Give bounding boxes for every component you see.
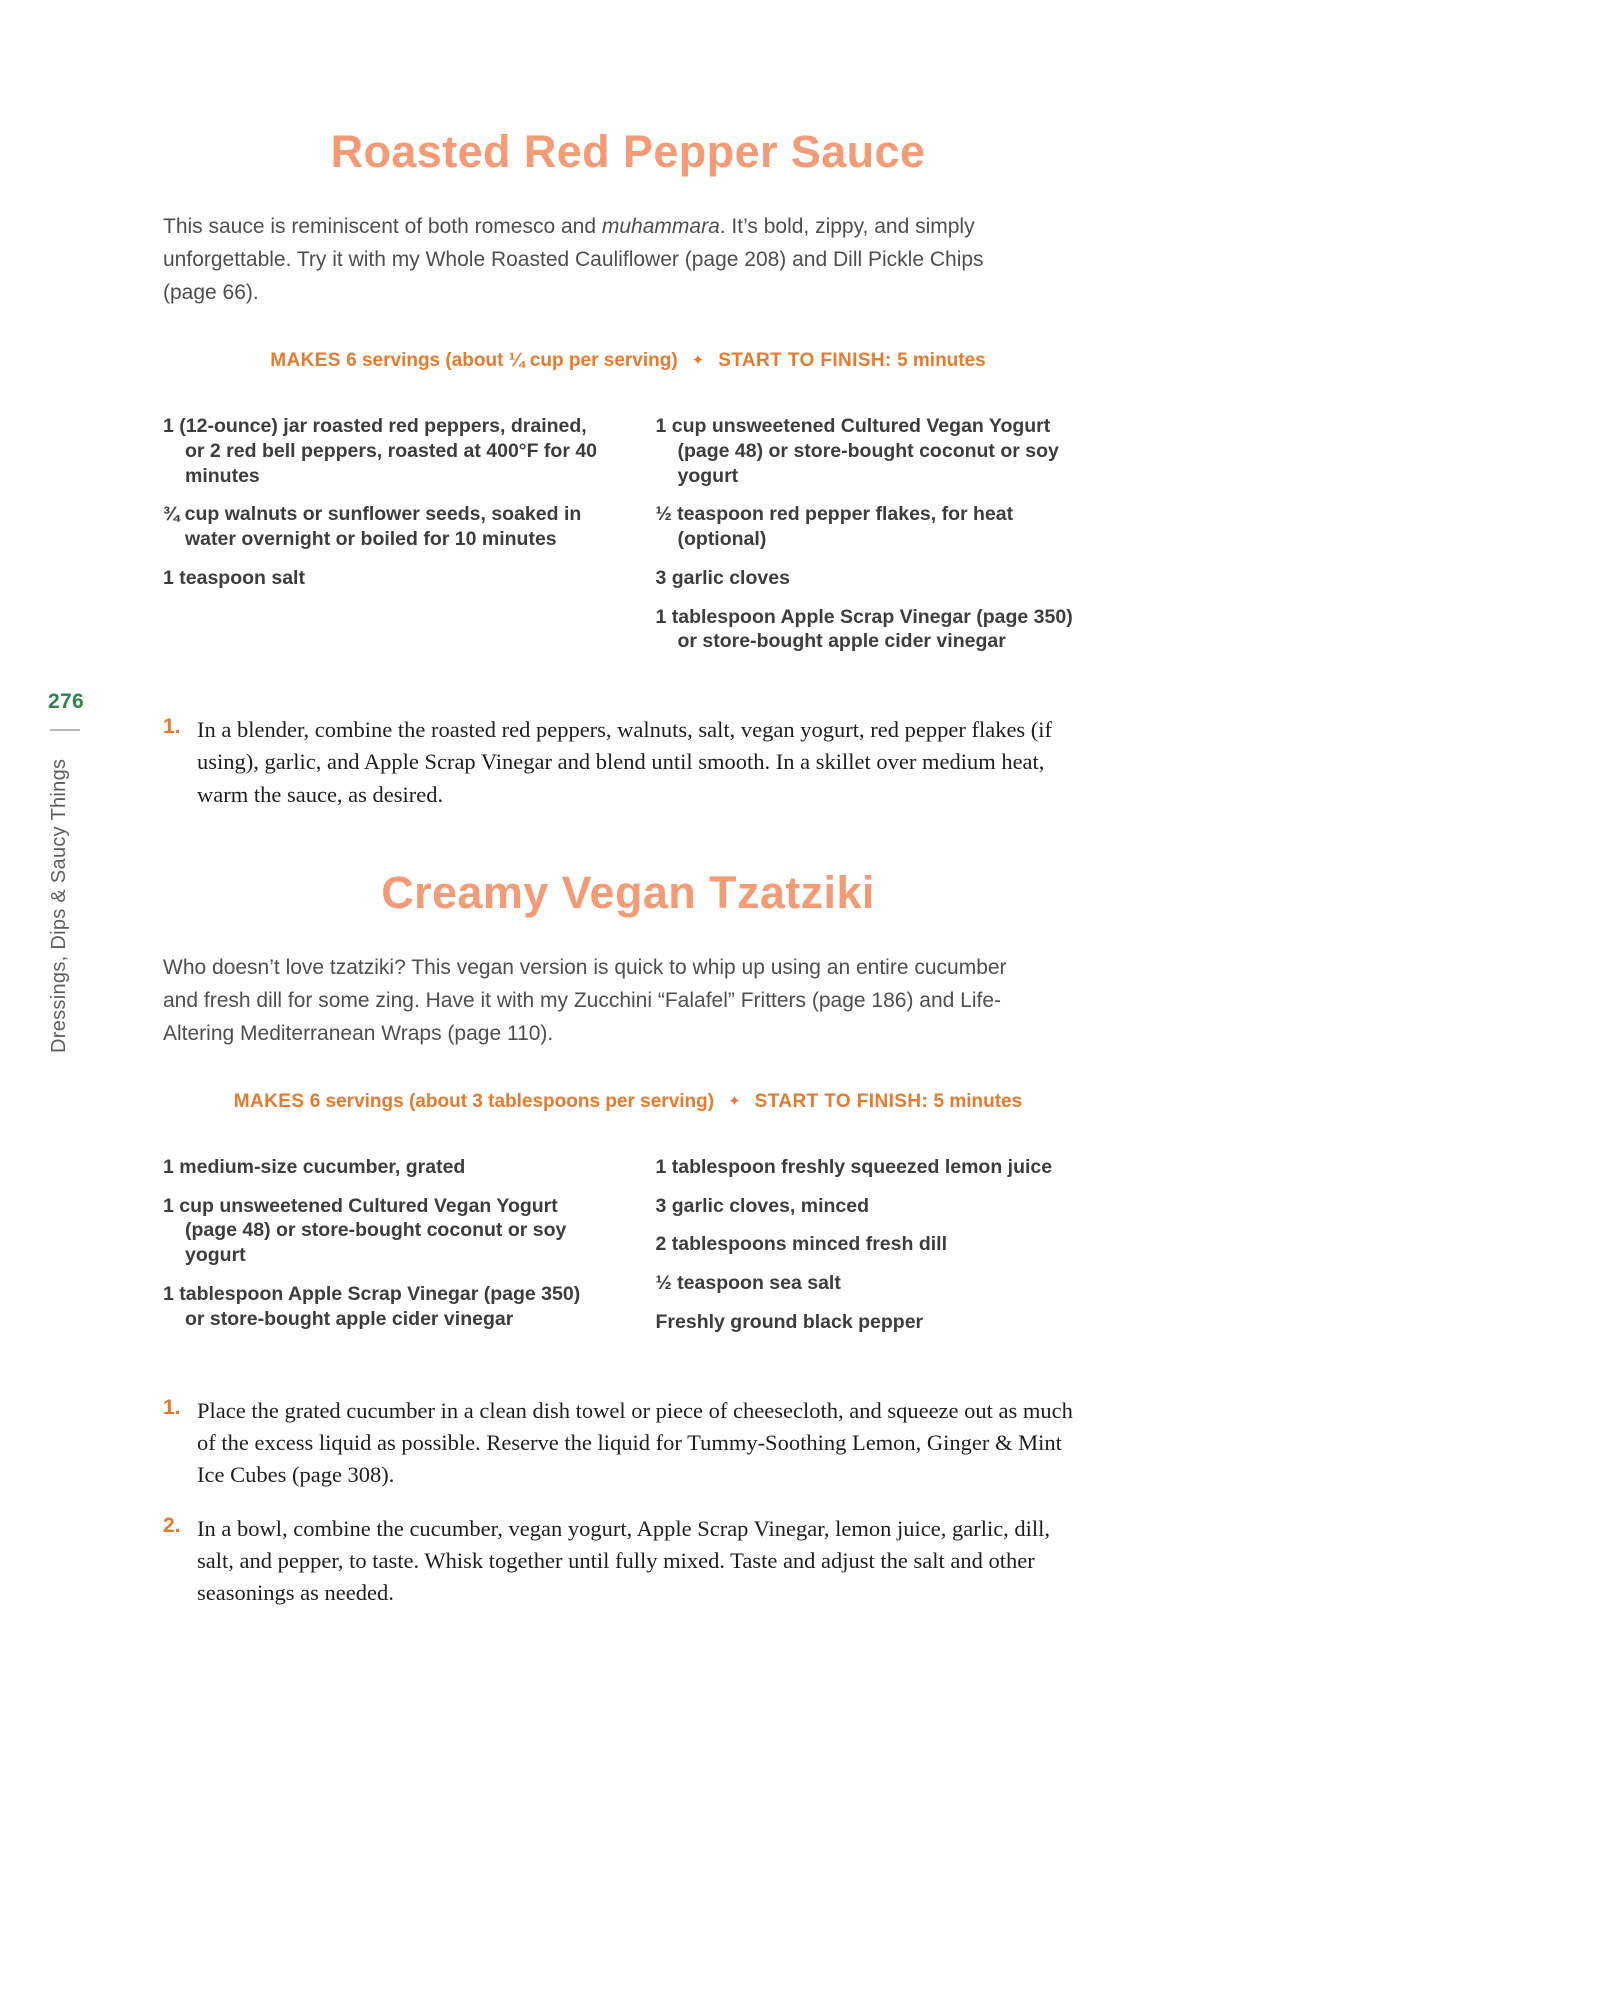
ingredient: 1 tablespoon Apple Scrap Vinegar (page 350) or store-bought apple cider vinegar: [163, 1282, 581, 1330]
step-number: 2.: [163, 1514, 181, 1538]
ingredient: 1 teaspoon salt: [163, 566, 305, 589]
start-to-finish-value: 5 minutes: [897, 350, 986, 372]
intro-text: This sauce is reminiscent of both romesco and: [163, 215, 602, 239]
start-to-finish-value: 5 minutes: [933, 1090, 1023, 1112]
folio-divider: [50, 729, 80, 731]
ingredient: 2 tablespoons minced fresh dill: [655, 1233, 947, 1256]
ingredient: 1 cup unsweetened Cultured Vegan Yogurt (page 48) or store-bought coconut or soy yogurt: [163, 1194, 567, 1267]
recipe-meta-line: [163, 350, 1093, 372]
ingredient: ½ teaspoon red pepper flakes, for heat (optional): [655, 503, 1014, 551]
recipe-intro: [163, 211, 1041, 310]
page-number: 276: [48, 690, 84, 713]
page-content: [163, 0, 1093, 1632]
ingredient-column-left: [163, 1155, 601, 1349]
recipe-meta-line: [163, 1091, 1093, 1113]
ingredient-column-left: [163, 414, 601, 668]
recipe-creamy-vegan-tzatziki: [163, 866, 1093, 1610]
ingredient-column-right: [656, 1155, 1094, 1349]
ingredient: 1 cup unsweetened Cultured Vegan Yogurt (page 48) or store-bought coconut or soy yogurt: [655, 415, 1059, 487]
ingredient: ¾ cup walnuts or sunflower seeds, soaked in water overnight or boiled for 10 minutes: [163, 503, 582, 551]
ingredient: Freshly ground black pepper: [655, 1310, 924, 1333]
diamond-icon: ✦: [728, 1092, 741, 1110]
instruction-step: [163, 1395, 1093, 1492]
makes-label: MAKES: [233, 1090, 305, 1112]
ingredient: 3 garlic cloves, minced: [655, 1194, 870, 1217]
intro-text: Who doesn’t love tzatziki? This vegan version is quick to whip up using an entire cucumber and fresh dill for some zing. Have it with my Zucchini “Falafel” Fritters (page 186) and Life-Altering Mediterranean Wraps (page 110).: [163, 955, 1007, 1045]
ingredient: 1 tablespoon freshly squeezed lemon juice: [655, 1155, 1053, 1178]
makes-label: MAKES: [270, 350, 341, 372]
ingredient-columns: [163, 1155, 1093, 1349]
intro-text: . It’s bold, zippy, and simply unforgettable. Try it with my Whole Roasted Cauliflower (page 208) and Dill Pickle Chips (page 66).: [163, 215, 984, 305]
ingredient-columns: [163, 414, 1093, 668]
makes-value: 6 servings (about ¼ cup per serving): [346, 350, 678, 372]
instruction-steps: [163, 1395, 1093, 1610]
chapter-label: Dressings, Dips & Saucy Things: [48, 758, 70, 1053]
ingredient: 1 medium-size cucumber, grated: [163, 1155, 466, 1178]
diamond-icon: ✦: [691, 352, 705, 370]
instruction-step: [163, 1513, 1093, 1610]
recipe-title: Creamy Vegan Tzatziki: [381, 866, 875, 918]
makes-value: 6 servings (about 3 tablespoons per serving): [309, 1090, 715, 1112]
step-number: 1.: [163, 715, 181, 739]
start-to-finish-label: START TO FINISH:: [718, 350, 892, 372]
recipe-intro: [163, 952, 1041, 1051]
recipe-roasted-red-pepper-sauce: [163, 128, 1093, 811]
start-to-finish-label: START TO FINISH:: [754, 1090, 929, 1112]
ingredient: ½ teaspoon sea salt: [655, 1272, 841, 1295]
instruction-steps: [163, 714, 1093, 811]
ingredient: 1 tablespoon Apple Scrap Vinegar (page 350) or store-bought apple cider vinegar: [655, 605, 1073, 653]
instruction-step: [163, 714, 1093, 811]
ingredient: 3 garlic cloves: [655, 566, 790, 589]
intro-italic-text: muhammara: [601, 215, 720, 239]
ingredient-column-right: [656, 414, 1094, 668]
step-number: 1.: [163, 1395, 181, 1419]
step-text: In a bowl, combine the cucumber, vegan yogurt, Apple Scrap Vinegar, lemon juice, garlic, dill, salt, and pepper, to taste. Whisk together until fully mixed. Taste and adjust the salt and other seasonings as needed.: [197, 1516, 1051, 1606]
recipe-title: Roasted Red Pepper Sauce: [330, 126, 926, 177]
step-text: In a blender, combine the roasted red peppers, walnuts, salt, vegan yogurt, red pepper flakes (if using), garlic, and Apple Scrap Vinegar and blend until smooth. In a skillet over medium heat, warm the sauce, as desired.: [197, 717, 1053, 807]
step-text: Place the grated cucumber in a clean dish towel or piece of cheesecloth, and squeeze out as much of the excess liquid as possible. Reserve the liquid for Tummy-Soothing Lemon, Ginger & Mint Ice Cubes (page 308).: [197, 1397, 1073, 1487]
ingredient: 1 (12-ounce) jar roasted red peppers, drained, or 2 red bell peppers, roasted at 400°F for 40 minutes: [163, 415, 598, 487]
